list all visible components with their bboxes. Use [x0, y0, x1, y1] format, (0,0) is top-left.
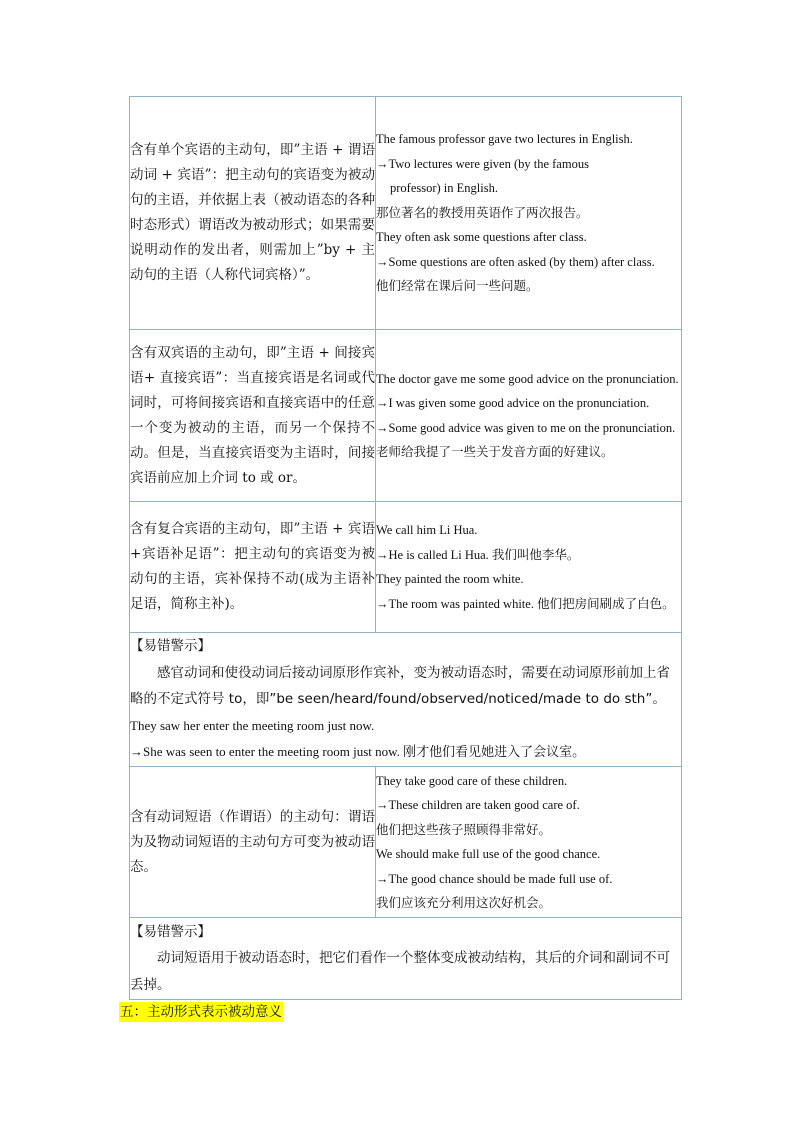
example-line: →Some good advice was given to me on the pronunciation.	[376, 420, 676, 435]
table-row	[130, 767, 682, 918]
example-translation: 他们经常在课后问一些问题。	[376, 278, 539, 294]
rule-cell	[130, 330, 376, 502]
rule-cell	[130, 767, 376, 918]
example-cell	[376, 97, 682, 330]
warning-cell	[130, 918, 682, 1000]
table-row	[130, 502, 682, 633]
warning-text: 动词短语用于被动语态时，把它们看作一个整体变成被动结构，其后的介词和副词不可丢掉。	[130, 950, 670, 993]
rule-cell	[130, 97, 376, 330]
rule-text: 含有双宾语的主动句，即”主语 + 间接宾语+ 直接宾语”：当直接宾语是名词或代词时，可将间接宾语和直接宾语中的任意一个变为被动的主语，而另一个保持不动。但是，当直接宾语变为主语时，间接宾语前应加上介词 to 或 or。	[130, 344, 375, 486]
rule-text: 含有复合宾语的主动句，即”主语 + 宾语 +宾语补足语”：把主动句的宾语变为被动句的主语，宾补保持不动(成为主语补足语，简称主补)。	[130, 521, 375, 612]
example-translation: 老师给我提了一些关于发音方面的好建议。	[376, 444, 614, 459]
table-row	[130, 633, 682, 767]
example-translation: 他们把这些孩子照顾得非常好。	[376, 821, 552, 837]
example-line: We should make full use of the good chance.	[376, 847, 601, 861]
rule-cell	[130, 502, 376, 633]
example-line: →I was given some good advice on the pronunciation.	[376, 396, 650, 410]
example-line: →Two lectures were given (by the famous	[376, 156, 589, 171]
example-translation: 我们应该充分利用这次好机会。	[376, 895, 552, 910]
example-line: They often ask some questions after class.	[376, 230, 587, 245]
rule-text: 含有单个宾语的主动句，即”主语 + 谓语动词 + 宾语”：把主动句的宾语变为被动句的主语，并依据上表（被动语态的各种时态形式）谓语改为被动形式；如果需要说明动作的发出者，则需加上”by + 主动句的主语（人称代词宾格）”。	[130, 142, 375, 283]
example-line: →Some questions are often asked (by them) after class.	[376, 254, 655, 269]
table-row	[130, 330, 682, 502]
example-line: →The good chance should be made full use of.	[376, 871, 613, 886]
example-line: They painted the room white.	[376, 572, 524, 586]
example-cell	[376, 502, 682, 633]
example-line: The famous professor gave two lectures in English.	[376, 132, 633, 147]
example-line: The doctor gave me some good advice on the pronunciation.	[376, 371, 679, 386]
table-row	[130, 97, 682, 330]
section-heading: 五：主动形式表示被动意义	[120, 1004, 282, 1020]
rule-text: 含有动词短语（作谓语）的主动句：谓语为及物动词短语的主动句方可变为被动语态。	[130, 808, 375, 875]
grammar-table	[129, 96, 682, 1000]
example-translation: 那位著名的教授用英语作了两次报告。	[376, 204, 589, 220]
table-row	[130, 918, 682, 1000]
example-line: We call him Li Hua.	[376, 523, 478, 537]
warning-text: 感官动词和使役动词后接动词原形作宾补，变为被动语态时，需要在动词原形前加上省略的不定式符号 to，即”be seen/heard/found/observed/noticed/made to do sth”。	[130, 664, 670, 708]
example-cell	[376, 767, 682, 918]
example-line: →He is called Li Hua. 我们叫他李华。	[376, 547, 580, 562]
example-line: →These children are taken good care of.	[376, 798, 580, 812]
warning-cell	[130, 633, 682, 767]
warning-example: They saw her enter the meeting room just now.	[130, 717, 375, 733]
example-cell	[376, 330, 682, 502]
warning-heading: 【易错警示】	[130, 638, 211, 655]
example-line: professor) in English.	[390, 181, 498, 196]
warning-example-passive: →She was seen to enter the meeting room just now. 刚才他们看见她进入了会议室。	[130, 744, 586, 760]
warning-heading: 【易错警示】	[130, 923, 211, 940]
example-line: →The room was painted white. 他们把房间刷成了白色。	[376, 596, 675, 611]
example-line: They take good care of these children.	[376, 773, 568, 788]
